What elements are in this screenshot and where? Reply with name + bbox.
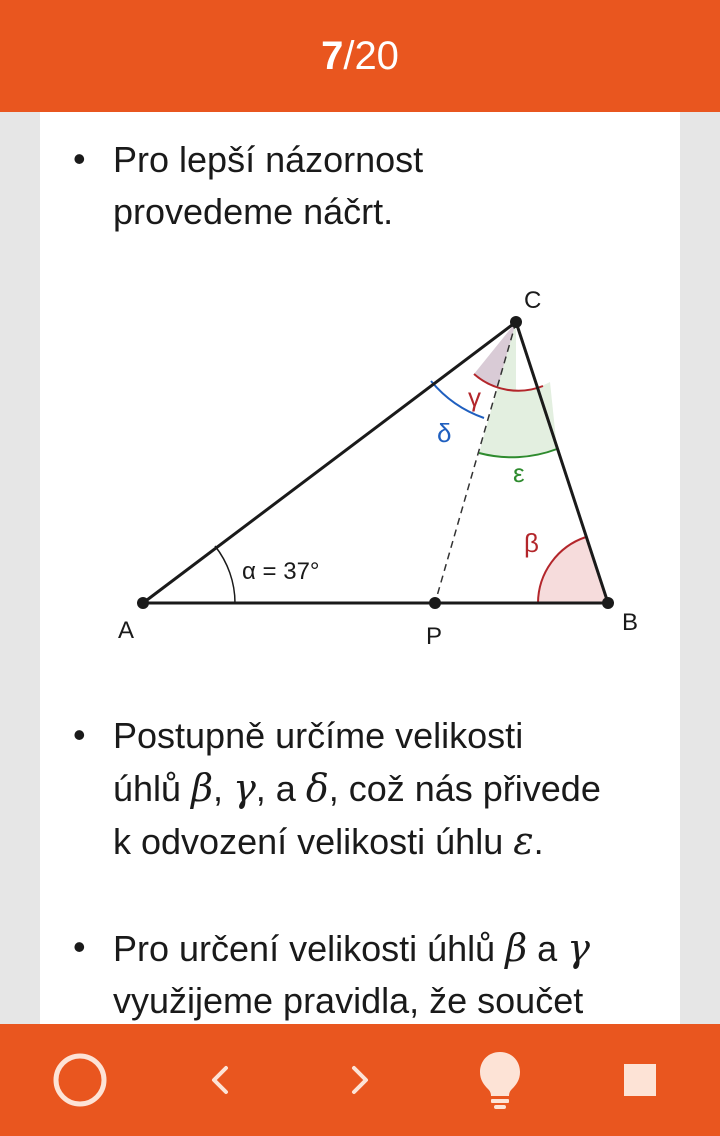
text-segment: ,	[213, 768, 234, 809]
text-segment: Pro určení velikosti úhlů	[113, 928, 506, 969]
previous-button[interactable]	[170, 1024, 270, 1136]
stop-icon	[620, 1060, 660, 1100]
bullet-2-line-2	[113, 762, 668, 815]
alpha-label: α = 37°	[242, 558, 320, 585]
bottom-toolbar	[0, 1024, 720, 1136]
symbol-gamma: γ	[233, 766, 256, 810]
slide-counter	[0, 0, 720, 112]
circle-button[interactable]	[30, 1024, 130, 1136]
epsilon-label: ε	[513, 458, 525, 488]
bullet-1-line-2: provedeme náčrt.	[113, 191, 394, 232]
side-ac	[143, 322, 516, 603]
total-slides-number: 20	[354, 33, 399, 78]
next-button[interactable]	[310, 1024, 410, 1136]
text-segment: k odvození velikosti úhlu	[113, 821, 514, 862]
text-segment: a	[527, 928, 568, 969]
bullet-2-text	[113, 710, 668, 868]
stop-button[interactable]	[590, 1024, 690, 1136]
vertex-b	[602, 597, 614, 609]
slide-content	[40, 112, 680, 1024]
bullet-3-line-2: využijeme pravidla, že součet	[113, 980, 584, 1021]
text-segment: .	[533, 821, 544, 862]
vertex-p	[429, 597, 441, 609]
gamma-label: γ	[468, 382, 481, 412]
vertex-b-label: B	[622, 609, 639, 636]
triangle-figure	[40, 272, 680, 672]
current-slide-number: 7	[321, 33, 344, 78]
symbol-epsilon: ε	[513, 819, 534, 863]
lightbulb-icon	[475, 1048, 525, 1112]
bullet-3-text	[113, 922, 668, 1024]
circle-icon	[52, 1052, 108, 1108]
vertex-a	[137, 597, 149, 609]
bullet-1-text	[113, 134, 668, 238]
delta-label: δ	[437, 418, 452, 448]
symbol-beta: β	[191, 766, 214, 810]
hint-button[interactable]	[450, 1024, 550, 1136]
beta-label: β	[524, 528, 539, 558]
symbol-gamma: γ	[567, 926, 590, 970]
bullet-marker: •	[73, 926, 86, 967]
vertex-p-label: P	[426, 623, 443, 650]
bullet-3-line-1	[113, 922, 668, 975]
symbol-beta: β	[505, 926, 528, 970]
symbol-delta: δ	[305, 766, 329, 810]
vertex-c-label: C	[524, 287, 542, 314]
alpha-arc	[215, 546, 235, 603]
bullet-2-line-1: Postupně určíme velikosti	[113, 715, 524, 756]
text-segment: , a	[255, 768, 306, 809]
chevron-left-icon	[200, 1060, 240, 1100]
bullet-2-line-3	[113, 815, 668, 868]
text-segment: úhlů	[113, 768, 192, 809]
text-segment: , což nás přivede	[328, 768, 601, 809]
vertex-c	[510, 316, 522, 328]
chevron-right-icon	[340, 1060, 380, 1100]
vertex-a-label: A	[118, 617, 135, 644]
bullet-marker: •	[73, 714, 86, 755]
slide-separator: /	[343, 33, 355, 78]
bullet-marker: •	[73, 138, 86, 179]
bullet-1-line-1: Pro lepší názornost	[113, 139, 424, 180]
